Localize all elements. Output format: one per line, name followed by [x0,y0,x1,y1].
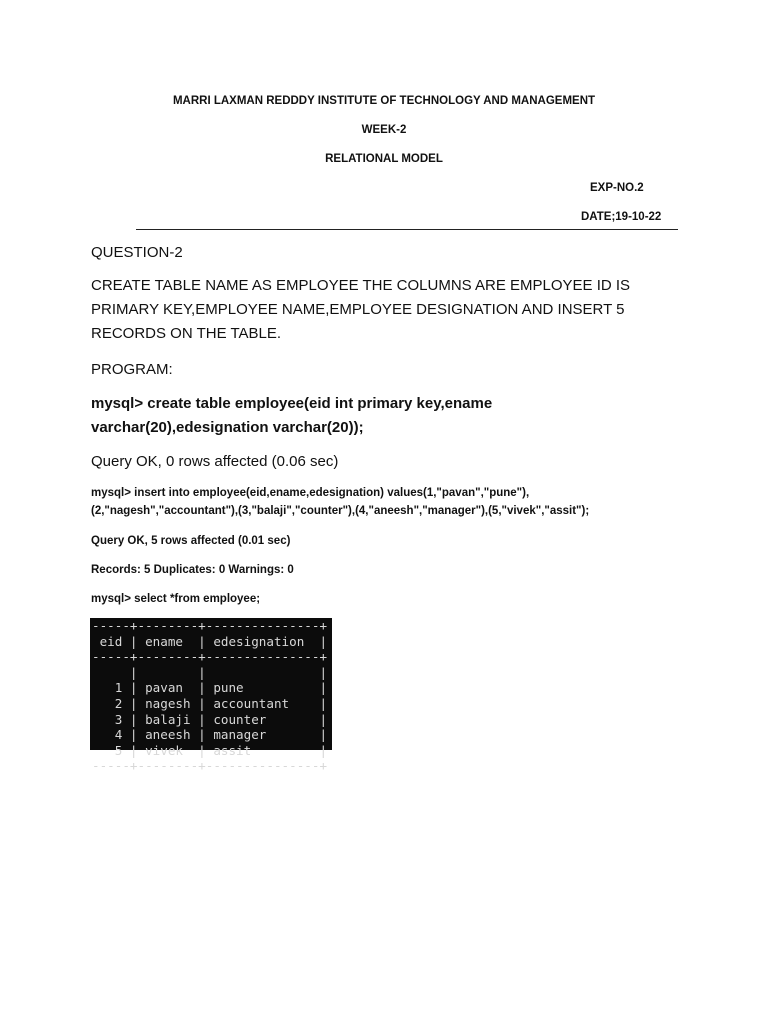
institute-name: MARRI LAXMAN REDDDY INSTITUTE OF TECHNOLOGY AND MANAGEMENT [172,95,596,107]
terminal-border-bottom: -----+--------+---------------+ [92,758,328,774]
create-command-line-2: varchar(20),edesignation varchar(20)); [91,419,364,436]
table-row: 5 | vivek | assit | [92,742,328,758]
select-command: mysql> select *from employee; [91,593,261,605]
exp-date: DATE;19-10-22 [581,211,662,223]
header-divider [136,229,678,230]
insert-result: Query OK, 5 rows affected (0.01 sec) [91,535,291,547]
insert-command-line-2: (2,"nagesh","accountant"),(3,"balaji","counter"),(4,"aneesh","manager"),(5,"vivek","assit"); [91,505,590,517]
exp-number: EXP-NO.2 [590,182,644,194]
terminal-border-mid: -----+--------+---------------+ [92,649,328,665]
insert-command-line-1: mysql> insert into employee(eid,ename,edesignation) values(1,"pavan","pune"), [91,487,530,499]
table-row: 1 | pavan | pune | [92,680,328,696]
terminal-output [90,618,332,774]
table-row: 4 | aneesh | manager | [92,727,328,743]
create-command-line-1: mysql> create table employee(eid int primary key,ename [91,395,493,412]
insert-records-summary: Records: 5 Duplicates: 0 Warnings: 0 [91,564,294,576]
question-label: QUESTION-2 [91,244,183,261]
table-row: 3 | balaji | counter | [92,711,328,727]
create-result: Query OK, 0 rows affected (0.06 sec) [91,453,339,470]
week-label: WEEK-2 [361,124,407,136]
terminal-header-row: eid | ename | edesignation | [92,633,328,649]
program-label: PROGRAM: [91,361,173,378]
table-row: 2 | nagesh | accountant | [92,695,328,711]
terminal-border-top: -----+--------+---------------+ [92,618,328,633]
terminal-blank-row: | | | [92,664,328,680]
topic-label: RELATIONAL MODEL [325,153,443,165]
question-text: CREATE TABLE NAME AS EMPLOYEE THE COLUMNS ARE EMPLOYEE ID IS PRIMARY KEY,EMPLOYEE NAME,EMPLOYEE DESIGNATION AND INSERT 5 RECORDS ON THE TABLE. [91,277,631,342]
